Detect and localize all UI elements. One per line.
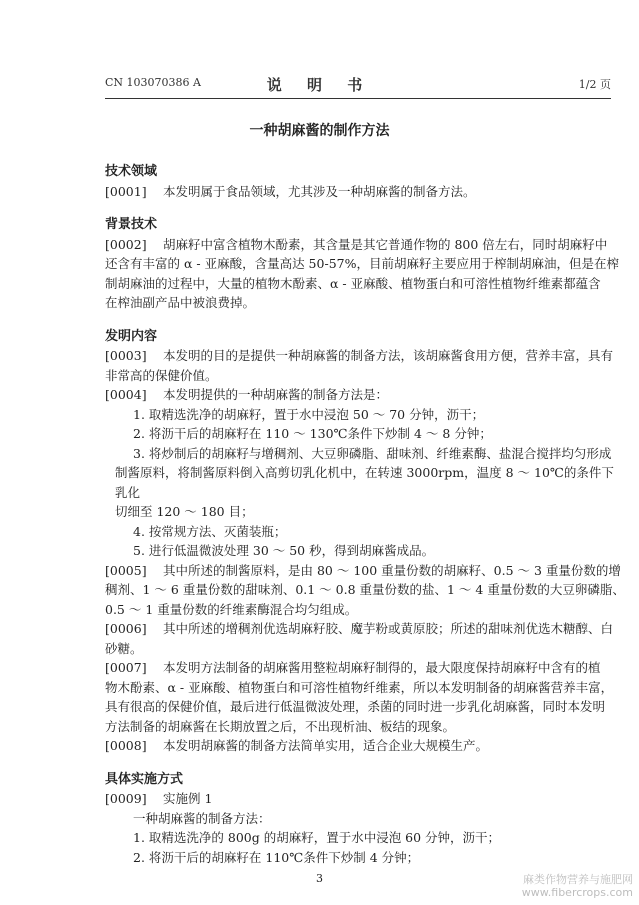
paragraph-line bbox=[105, 366, 625, 386]
paragraph-number: [0001] bbox=[105, 183, 147, 199]
paragraph-text: 4. 按常规方法、灭菌装瓶； bbox=[133, 523, 287, 539]
paragraph-text: 1. 取精选洗净的 800g 的胡麻籽，置于水中浸泡 60 分钟，沥干； bbox=[133, 830, 501, 845]
paragraph-text: 胡麻籽中富含植物木酚素，其含量是其它普通作物的 800 倍左右，同时胡麻籽中 bbox=[163, 236, 608, 252]
section-heading: 发明内容 bbox=[105, 328, 158, 344]
paragraph-text: 0.5 ～ 1 重量份数的纤维素酶混合均匀组成。 bbox=[105, 601, 358, 617]
paragraph-text: 物木酚素、α - 亚麻酸、植物蛋白和可溶性植物纤维素，所以本发明制备的胡麻酱营养丰富， bbox=[105, 679, 614, 695]
paragraph-text: 砂糖。 bbox=[105, 640, 143, 656]
paragraph-text: 本发明属于食品领域，尤其涉及一种胡麻酱的制备方法。 bbox=[163, 183, 476, 199]
paragraph-line bbox=[105, 561, 625, 581]
paragraph-text: 其中所述的增稠剂优选胡麻籽胶、魔芋粉或黄原胶；所述的甜味剂优选木糖醇、白 bbox=[163, 621, 614, 636]
paragraph-line bbox=[105, 580, 625, 600]
paragraph-number: [0002] bbox=[105, 236, 147, 252]
section-heading: 技术领域 bbox=[105, 164, 158, 179]
paragraph-line bbox=[105, 828, 625, 848]
paragraph-number: [0003] bbox=[105, 348, 147, 363]
paragraph-line bbox=[105, 789, 625, 809]
watermark-line-2: www.fibercrops.com bbox=[521, 886, 633, 899]
paragraph-number: [0009] bbox=[105, 791, 147, 806]
paragraph-text: 2. 将沥干后的胡麻籽在 110℃条件下炒制 4 分钟； bbox=[133, 849, 420, 865]
paragraph-text: 5. 进行低温微波处理 30 ～ 50 秒，得到胡麻酱成品。 bbox=[133, 543, 435, 558]
paragraph-number: [0006] bbox=[105, 621, 147, 636]
document-type-title: 说 明 书 bbox=[266, 76, 373, 94]
page-indicator: 1/2 页 bbox=[578, 78, 611, 91]
patent-number: CN 103070386 A bbox=[105, 76, 201, 89]
paragraph-text: 在榨油副产品中被浪费掉。 bbox=[105, 295, 256, 310]
paragraph-line bbox=[105, 182, 625, 202]
paragraph-text: 实施例 1 bbox=[163, 791, 213, 806]
paragraph-line bbox=[105, 502, 625, 522]
watermark-line-1: 麻类作物营养与施肥网 bbox=[523, 873, 633, 886]
watermark bbox=[522, 873, 633, 899]
paragraph-line bbox=[105, 293, 625, 313]
paragraph-line bbox=[105, 809, 625, 829]
paragraph-line bbox=[105, 405, 625, 425]
paragraph-text: 其中所述的制酱原料，是由 80 ～ 100 重量份数的胡麻籽、0.5 ～ 3 重量份数的增 bbox=[163, 562, 621, 578]
section-heading: 背景技术 bbox=[105, 217, 158, 232]
paragraph-line bbox=[105, 541, 625, 561]
paragraph-line bbox=[105, 444, 625, 464]
document-body bbox=[105, 148, 625, 867]
paragraph-text: 还含有丰富的 α - 亚麻酸，含量高达 50-57%，目前胡麻籽主要应用于榨制胡麻油，但是在榨 bbox=[105, 256, 619, 271]
paragraph-text: 制胡麻油的过程中，大量的植物木酚素、α - 亚麻酸、植物蛋白和可溶性植物纤维素都蕴含 bbox=[105, 275, 601, 291]
paragraph-text: 2. 将沥干后的胡麻籽在 110 ～ 130℃条件下炒制 4 ～ 8 分钟； bbox=[133, 426, 492, 441]
paragraph-text: 1. 取精选洗净的胡麻籽，置于水中浸泡 50 ～ 70 分钟，沥干； bbox=[133, 406, 485, 422]
paragraph-line bbox=[105, 385, 625, 405]
paragraph-number: [0008] bbox=[105, 738, 147, 753]
paragraph-line bbox=[105, 639, 625, 659]
paragraph-line bbox=[105, 254, 625, 274]
paragraph-text: 方法制备的胡麻酱在长期放置之后，不出现析油、板结的现象。 bbox=[105, 718, 456, 734]
paragraph-line bbox=[105, 600, 625, 620]
paragraph-text: 3. 将炒制后的胡麻籽与增稠剂、大豆卵磷脂、甜味剂、纤维素酶、盐混合搅拌均匀形成 bbox=[133, 445, 612, 461]
paragraph-line bbox=[105, 235, 625, 255]
paragraph-number: [0005] bbox=[105, 562, 147, 578]
paragraph-line bbox=[105, 346, 625, 366]
paragraph-line bbox=[105, 848, 625, 868]
paragraph-number: [0004] bbox=[105, 387, 147, 402]
paragraph-number: [0007] bbox=[105, 660, 147, 675]
paragraph-text: 本发明的目的是提供一种胡麻酱的制备方法，该胡麻酱食用方便，营养丰富，具有 bbox=[163, 348, 614, 363]
paragraph-line bbox=[105, 697, 625, 717]
paragraph-text: 切细至 120 ～ 180 目； bbox=[115, 504, 254, 519]
header-rule bbox=[105, 98, 611, 99]
paragraph-text: 非常高的保健价值。 bbox=[105, 367, 218, 383]
paragraph-line bbox=[105, 717, 625, 737]
paragraph-line bbox=[105, 463, 625, 502]
paragraph-line bbox=[105, 678, 625, 698]
paragraph-text: 本发明胡麻酱的制备方法简单实用，适合企业大规模生产。 bbox=[163, 738, 489, 753]
paragraph-text: 具有很高的保健价值，最后进行低温微波处理，杀菌的同时进一步乳化胡麻酱，同时本发明 bbox=[105, 699, 606, 714]
paragraph-line bbox=[105, 619, 625, 639]
paragraph-text: 一种胡麻酱的制备方法： bbox=[133, 810, 271, 826]
paragraph-line bbox=[105, 424, 625, 444]
page-number: 3 bbox=[316, 872, 323, 885]
paragraph-line bbox=[105, 522, 625, 542]
paragraph-line bbox=[105, 274, 625, 294]
paragraph-text: 本发明方法制备的胡麻酱用整粒胡麻籽制得的，最大限度保持胡麻籽中含有的植 bbox=[163, 660, 601, 675]
invention-title: 一种胡麻酱的制作方法 bbox=[249, 123, 390, 139]
section-heading: 具体实施方式 bbox=[105, 771, 184, 787]
paragraph-line bbox=[105, 736, 625, 756]
paragraph-text: 本发明提供的一种胡麻酱的制备方法是： bbox=[163, 387, 389, 402]
paragraph-text: 稠剂、1 ～ 6 重量份数的甜味剂、0.1 ～ 0.8 重量份数的盐、1 ～ 4 重量份数的大豆卵磷脂、 bbox=[105, 582, 625, 597]
paragraph-line bbox=[105, 658, 625, 678]
paragraph-text: 制酱原料，将制酱原料倒入高剪切乳化机中，在转速 3000rpm，温度 8 ～ 10℃的条件下乳化 bbox=[115, 465, 614, 500]
